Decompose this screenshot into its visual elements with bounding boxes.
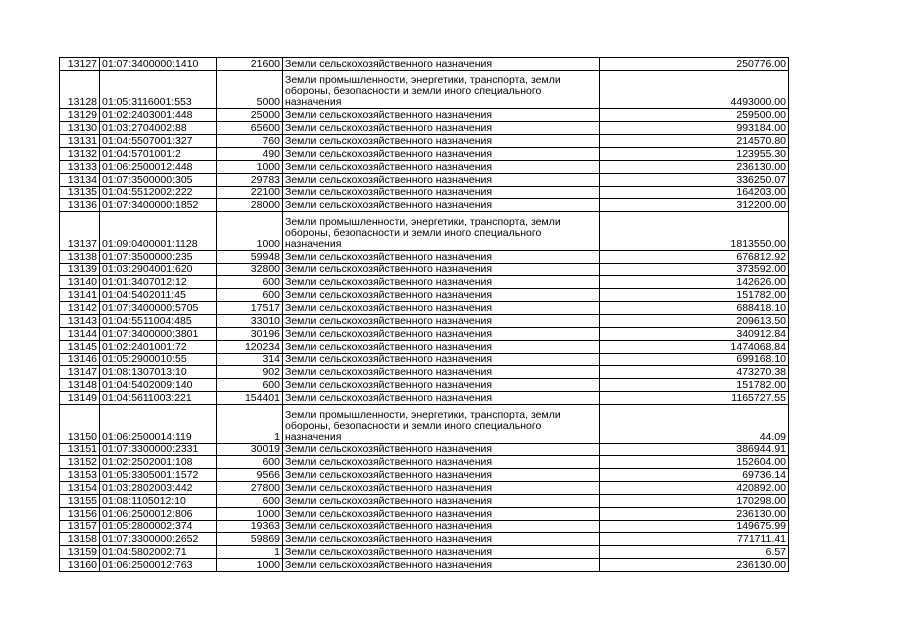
- row-id-cell: 13149: [60, 392, 100, 405]
- cadastral-number-cell: 01:07:3400000:1410: [100, 58, 217, 71]
- row-id-cell: 13130: [60, 122, 100, 135]
- table-row: [60, 58, 789, 71]
- row-id-cell: 13134: [60, 173, 100, 186]
- row-id-cell: 13140: [60, 276, 100, 289]
- cadastral-number-cell: 01:09:0400001:1128: [100, 212, 217, 251]
- cadastral-value-cell: 340912.84: [600, 327, 789, 340]
- cadastral-value-cell: 259500.00: [600, 109, 789, 122]
- row-id-cell: 13156: [60, 507, 100, 520]
- cadastral-value-cell: 164203.00: [600, 186, 789, 199]
- row-id-cell: 13138: [60, 250, 100, 263]
- row-id-cell: 13136: [60, 199, 100, 212]
- table-row: [60, 199, 789, 212]
- row-id-cell: 13143: [60, 315, 100, 328]
- cadastral-value-cell: 214570.80: [600, 135, 789, 148]
- cadastral-value-cell: 209613.50: [600, 315, 789, 328]
- cadastral-value-cell: 373592.00: [600, 263, 789, 276]
- land-category-cell: Земли сельскохозяйственного назначения: [283, 379, 600, 392]
- cadastral-value-cell: 336250.07: [600, 173, 789, 186]
- table-row: [60, 250, 789, 263]
- row-id-cell: 13154: [60, 482, 100, 495]
- row-id-cell: 13155: [60, 494, 100, 507]
- land-category-cell: Земли сельскохозяйственного назначения: [283, 494, 600, 507]
- land-category-cell: Земли сельскохозяйственного назначения: [283, 122, 600, 135]
- area-cell: 1: [217, 546, 283, 559]
- table-row: [60, 353, 789, 366]
- cadastral-value-cell: 676812.92: [600, 250, 789, 263]
- table-row: [60, 404, 789, 443]
- area-cell: 1000: [217, 507, 283, 520]
- area-cell: 314: [217, 353, 283, 366]
- land-category-cell: Земли сельскохозяйственного назначения: [283, 533, 600, 546]
- land-category-cell: Земли сельскохозяйственного назначения: [283, 263, 600, 276]
- land-category-cell: Земли сельскохозяйственного назначения: [283, 456, 600, 469]
- area-cell: 1: [217, 404, 283, 443]
- cadastral-number-cell: 01:04:5701001:2: [100, 147, 217, 160]
- table-row: [60, 147, 789, 160]
- area-cell: 1000: [217, 160, 283, 173]
- area-cell: 9566: [217, 469, 283, 482]
- area-cell: 902: [217, 366, 283, 379]
- table-body: [60, 58, 789, 572]
- area-cell: 17517: [217, 302, 283, 315]
- land-category-cell: Земли сельскохозяйственного назначения: [283, 469, 600, 482]
- cadastral-value-cell: 688418.10: [600, 302, 789, 315]
- area-cell: 29783: [217, 173, 283, 186]
- cadastral-value-cell: 473270.38: [600, 366, 789, 379]
- cadastral-value-cell: 151782.00: [600, 379, 789, 392]
- area-cell: 65600: [217, 122, 283, 135]
- cadastral-value-cell: 312200.00: [600, 199, 789, 212]
- area-cell: 1000: [217, 559, 283, 572]
- land-category-cell: Земли сельскохозяйственного назначения: [283, 520, 600, 533]
- cadastral-value-cell: 142626.00: [600, 276, 789, 289]
- table-row: [60, 173, 789, 186]
- cadastral-value-cell: 149675.99: [600, 520, 789, 533]
- cadastral-value-cell: 69736.14: [600, 469, 789, 482]
- table-row: [60, 160, 789, 173]
- cadastral-value-cell: 386944.91: [600, 443, 789, 456]
- cadastral-number-cell: 01:03:2904001:620: [100, 263, 217, 276]
- row-id-cell: 13135: [60, 186, 100, 199]
- area-cell: 600: [217, 276, 283, 289]
- cadastral-number-cell: 01:04:5511004:485: [100, 315, 217, 328]
- cadastral-value-cell: 4493000.00: [600, 70, 789, 109]
- cadastral-number-cell: 01:02:2403001:448: [100, 109, 217, 122]
- row-id-cell: 13151: [60, 443, 100, 456]
- cadastral-value-cell: 236130.00: [600, 559, 789, 572]
- area-cell: 490: [217, 147, 283, 160]
- row-id-cell: 13150: [60, 404, 100, 443]
- area-cell: 5000: [217, 70, 283, 109]
- cadastral-number-cell: 01:05:3116001:553: [100, 70, 217, 109]
- cadastral-number-cell: 01:07:3300000:2652: [100, 533, 217, 546]
- area-cell: 120234: [217, 340, 283, 353]
- cadastral-number-cell: 01:04:5402009:140: [100, 379, 217, 392]
- row-id-cell: 13148: [60, 379, 100, 392]
- row-id-cell: 13137: [60, 212, 100, 251]
- cadastral-value-cell: 44.09: [600, 404, 789, 443]
- land-category-cell: Земли сельскохозяйственного назначения: [283, 199, 600, 212]
- table-row: [60, 366, 789, 379]
- row-id-cell: 13145: [60, 340, 100, 353]
- area-cell: 1000: [217, 212, 283, 251]
- cadastral-number-cell: 01:07:3500000:305: [100, 173, 217, 186]
- cadastral-number-cell: 01:03:2802003:442: [100, 482, 217, 495]
- cadastral-value-cell: 250776.00: [600, 58, 789, 71]
- area-cell: 154401: [217, 392, 283, 405]
- row-id-cell: 13141: [60, 289, 100, 302]
- cadastral-value-cell: 236130.00: [600, 160, 789, 173]
- table-row: [60, 327, 789, 340]
- area-cell: 59869: [217, 533, 283, 546]
- table-row: [60, 392, 789, 405]
- cadastral-number-cell: 01:07:3400000:3801: [100, 327, 217, 340]
- cadastral-value-cell: 1474068.84: [600, 340, 789, 353]
- table-row: [60, 340, 789, 353]
- cadastral-number-cell: 01:06:2500012:763: [100, 559, 217, 572]
- cadastral-number-cell: 01:05:2900010:55: [100, 353, 217, 366]
- cadastral-number-cell: 01:06:2500012:806: [100, 507, 217, 520]
- table-row: [60, 469, 789, 482]
- row-id-cell: 13129: [60, 109, 100, 122]
- cadastral-number-cell: 01:02:2502001:108: [100, 456, 217, 469]
- cadastral-value-cell: 771711.41: [600, 533, 789, 546]
- row-id-cell: 13144: [60, 327, 100, 340]
- table-row: [60, 302, 789, 315]
- area-cell: 59948: [217, 250, 283, 263]
- table-row: [60, 109, 789, 122]
- cadastral-number-cell: 01:01:3407012:12: [100, 276, 217, 289]
- row-id-cell: 13146: [60, 353, 100, 366]
- cadastral-number-cell: 01:04:5512002:222: [100, 186, 217, 199]
- area-cell: 22100: [217, 186, 283, 199]
- row-id-cell: 13139: [60, 263, 100, 276]
- table-row: [60, 494, 789, 507]
- area-cell: 600: [217, 456, 283, 469]
- cadastral-number-cell: 01:07:3400000:1852: [100, 199, 217, 212]
- row-id-cell: 13133: [60, 160, 100, 173]
- table-row: [60, 186, 789, 199]
- row-id-cell: 13142: [60, 302, 100, 315]
- land-category-cell: Земли сельскохозяйственного назначения: [283, 366, 600, 379]
- land-category-cell: Земли сельскохозяйственного назначения: [283, 353, 600, 366]
- land-category-cell: Земли сельскохозяйственного назначения: [283, 443, 600, 456]
- land-category-cell: Земли сельскохозяйственного назначения: [283, 559, 600, 572]
- table-row: [60, 315, 789, 328]
- area-cell: 32800: [217, 263, 283, 276]
- land-category-cell: Земли сельскохозяйственного назначения: [283, 392, 600, 405]
- land-parcels-table: [59, 57, 789, 572]
- land-category-cell: Земли промышленности, энергетики, транспорта, земли обороны, безопасности и земли иного специального назначения: [283, 404, 600, 443]
- cadastral-number-cell: 01:08:1105012:10: [100, 494, 217, 507]
- area-cell: 600: [217, 494, 283, 507]
- cadastral-value-cell: 699168.10: [600, 353, 789, 366]
- area-cell: 600: [217, 379, 283, 392]
- land-category-cell: Земли сельскохозяйственного назначения: [283, 507, 600, 520]
- land-category-cell: Земли сельскохозяйственного назначения: [283, 327, 600, 340]
- cadastral-number-cell: 01:04:5402011:45: [100, 289, 217, 302]
- cadastral-number-cell: 01:04:5611003:221: [100, 392, 217, 405]
- table-row: [60, 456, 789, 469]
- table-row: [60, 559, 789, 572]
- area-cell: 27800: [217, 482, 283, 495]
- row-id-cell: 13160: [60, 559, 100, 572]
- land-category-cell: Земли промышленности, энергетики, транспорта, земли обороны, безопасности и земли иного специального назначения: [283, 212, 600, 251]
- area-cell: 600: [217, 289, 283, 302]
- cadastral-number-cell: 01:07:3400000:5705: [100, 302, 217, 315]
- cadastral-number-cell: 01:06:2500014:119: [100, 404, 217, 443]
- area-cell: 760: [217, 135, 283, 148]
- area-cell: 30019: [217, 443, 283, 456]
- table-row: [60, 482, 789, 495]
- area-cell: 28000: [217, 199, 283, 212]
- cadastral-value-cell: 6.57: [600, 546, 789, 559]
- land-category-cell: Земли сельскохозяйственного назначения: [283, 315, 600, 328]
- table-row: [60, 546, 789, 559]
- table-row: [60, 533, 789, 546]
- table-row: [60, 122, 789, 135]
- cadastral-number-cell: 01:02:2401001:72: [100, 340, 217, 353]
- land-category-cell: Земли сельскохозяйственного назначения: [283, 173, 600, 186]
- cadastral-value-cell: 123955.30: [600, 147, 789, 160]
- land-category-cell: Земли сельскохозяйственного назначения: [283, 186, 600, 199]
- row-id-cell: 13158: [60, 533, 100, 546]
- land-category-cell: Земли сельскохозяйственного назначения: [283, 147, 600, 160]
- area-cell: 25000: [217, 109, 283, 122]
- row-id-cell: 13153: [60, 469, 100, 482]
- land-category-cell: Земли сельскохозяйственного назначения: [283, 58, 600, 71]
- table-row: [60, 212, 789, 251]
- table-row: [60, 289, 789, 302]
- area-cell: 21600: [217, 58, 283, 71]
- table-row: [60, 507, 789, 520]
- row-id-cell: 13128: [60, 70, 100, 109]
- area-cell: 30196: [217, 327, 283, 340]
- cadastral-number-cell: 01:07:3300000:2331: [100, 443, 217, 456]
- cadastral-value-cell: 152604.00: [600, 456, 789, 469]
- row-id-cell: 13157: [60, 520, 100, 533]
- cadastral-value-cell: 1165727.55: [600, 392, 789, 405]
- cadastral-value-cell: 420892.00: [600, 482, 789, 495]
- cadastral-number-cell: 01:05:3305001:1572: [100, 469, 217, 482]
- cadastral-number-cell: 01:08:1307013:10: [100, 366, 217, 379]
- row-id-cell: 13159: [60, 546, 100, 559]
- row-id-cell: 13131: [60, 135, 100, 148]
- table-row: [60, 520, 789, 533]
- cadastral-number-cell: 01:07:3500000:235: [100, 250, 217, 263]
- cadastral-number-cell: 01:04:5507001:327: [100, 135, 217, 148]
- land-category-cell: Земли сельскохозяйственного назначения: [283, 109, 600, 122]
- cadastral-value-cell: 236130.00: [600, 507, 789, 520]
- area-cell: 33010: [217, 315, 283, 328]
- cadastral-value-cell: 993184.00: [600, 122, 789, 135]
- table-row: [60, 379, 789, 392]
- area-cell: 19363: [217, 520, 283, 533]
- land-category-cell: Земли сельскохозяйственного назначения: [283, 135, 600, 148]
- land-category-cell: Земли сельскохозяйственного назначения: [283, 302, 600, 315]
- cadastral-value-cell: 170298.00: [600, 494, 789, 507]
- row-id-cell: 13147: [60, 366, 100, 379]
- land-category-cell: Земли сельскохозяйственного назначения: [283, 546, 600, 559]
- row-id-cell: 13132: [60, 147, 100, 160]
- table-row: [60, 443, 789, 456]
- land-category-cell: Земли сельскохозяйственного назначения: [283, 482, 600, 495]
- cadastral-number-cell: 01:06:2500012:448: [100, 160, 217, 173]
- cadastral-number-cell: 01:03:2704002:88: [100, 122, 217, 135]
- table-row: [60, 276, 789, 289]
- land-category-cell: Земли сельскохозяйственного назначения: [283, 289, 600, 302]
- land-category-cell: Земли промышленности, энергетики, транспорта, земли обороны, безопасности и земли иного специального назначения: [283, 70, 600, 109]
- cadastral-number-cell: 01:05:2800002:374: [100, 520, 217, 533]
- cadastral-value-cell: 151782.00: [600, 289, 789, 302]
- land-category-cell: Земли сельскохозяйственного назначения: [283, 160, 600, 173]
- table-row: [60, 263, 789, 276]
- row-id-cell: 13152: [60, 456, 100, 469]
- row-id-cell: 13127: [60, 58, 100, 71]
- table-row: [60, 70, 789, 109]
- table-row: [60, 135, 789, 148]
- land-category-cell: Земли сельскохозяйственного назначения: [283, 276, 600, 289]
- cadastral-number-cell: 01:04:5802002:71: [100, 546, 217, 559]
- land-category-cell: Земли сельскохозяйственного назначения: [283, 250, 600, 263]
- cadastral-value-cell: 1813550.00: [600, 212, 789, 251]
- land-category-cell: Земли сельскохозяйственного назначения: [283, 340, 600, 353]
